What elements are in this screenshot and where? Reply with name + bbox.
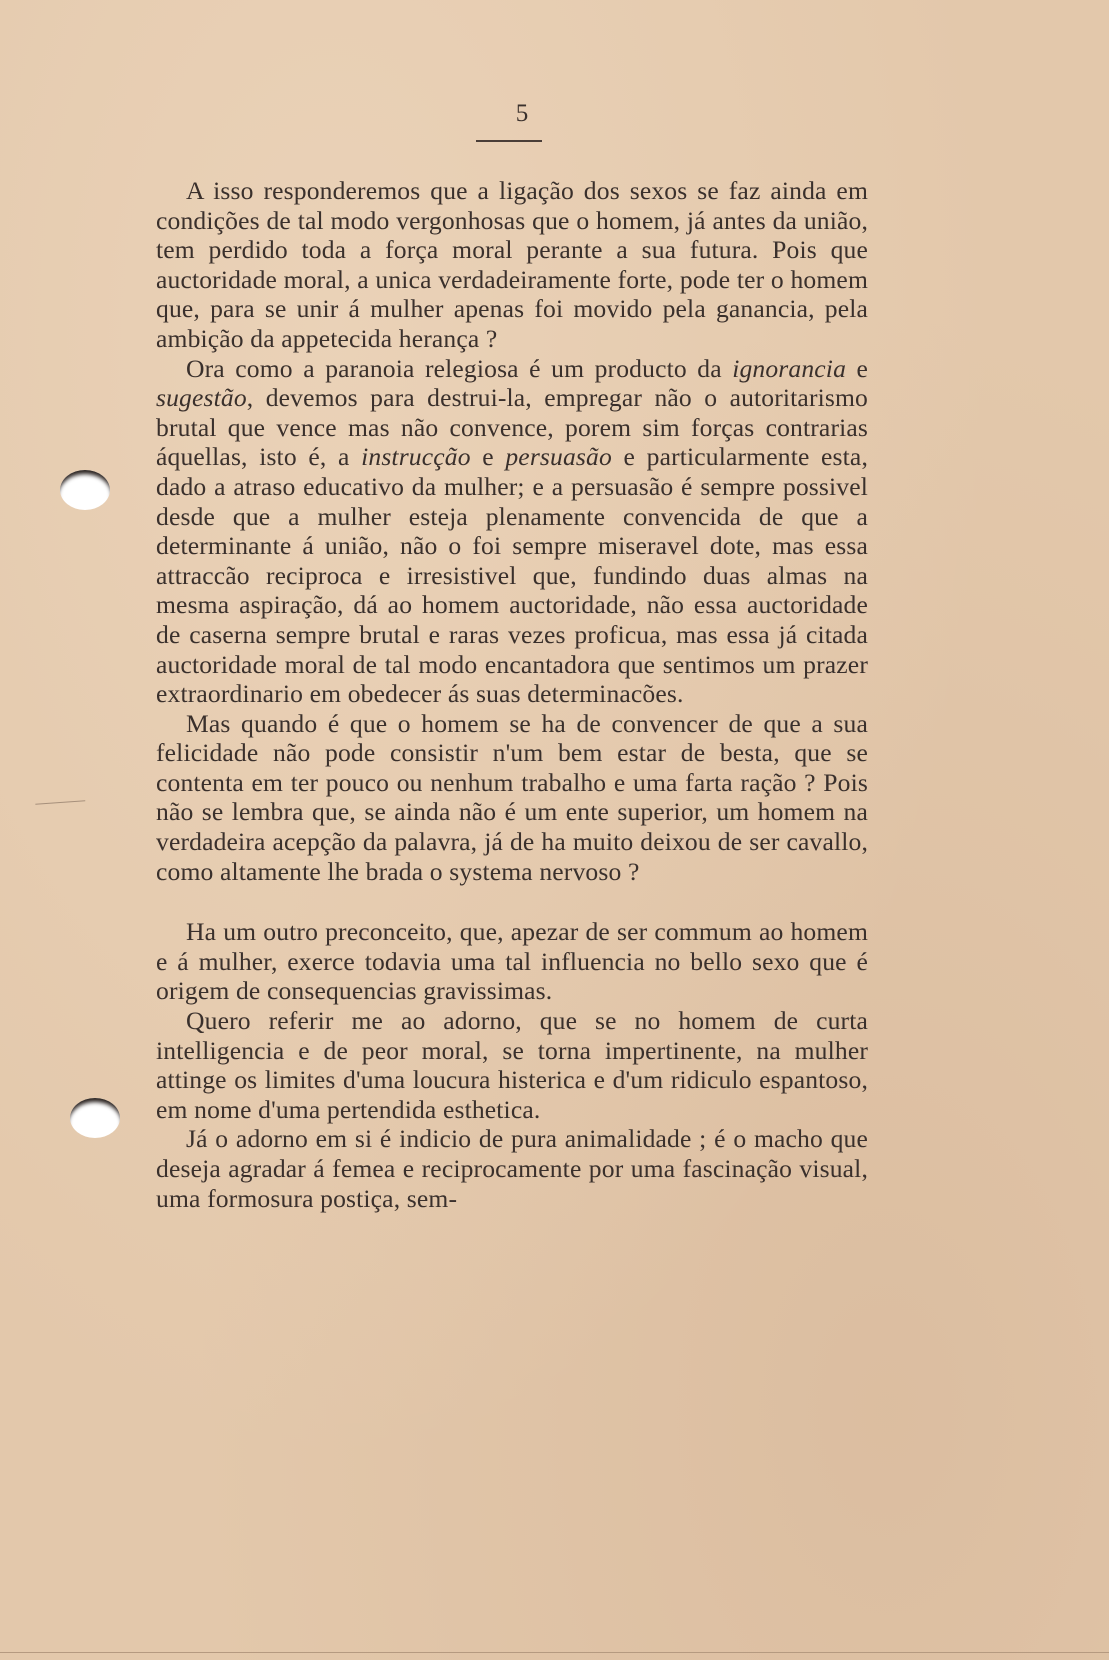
emphasized-word: persuasão bbox=[505, 442, 612, 472]
paragraph: Já o adorno em si é indicio de pura animalidade ; é o macho que deseja agradar á femea e reciprocamente por uma fascinação visual, uma formosura postiça, sem- bbox=[156, 1124, 868, 1213]
paragraph: A isso responderemos que a ligação dos sexos se faz ainda em condições de tal modo vergonhosas que o homem, já antes da união, tem perdido toda a força moral perante a sua futura. Pois que auctoridade moral, a unica verdadeiramente forte, pode ter o homem que, para se unir á mulher apenas foi movido pela ganancia, pela ambição da appetecida herança ? bbox=[156, 176, 868, 353]
paragraph: Ora como a paranoia relegiosa é um producto da ignorancia e sugestão, devemos para destrui-la, empregar não o autoritarismo brutal que vence mas não convence, porem sim forças contrarias áquellas, isto é, a instrucção e persuasão e particularmente esta, dado a atraso educativo da mulher; e a persuasão é sempre possivel desde que a mulher esteja plenamente convencida de que a determinante á união, não o foi sempre miseravel dote, mas essa attraccão reciproca e irresistivel que, fundindo duas almas na mesma aspiração, dá ao homem auctoridade, não essa auctoridade de caserna sempre brutal e raras vezes proficua, mas essa já citada auctoridade moral de tal modo encantadora que sentimos um prazer extraordinario em obedecer ás suas determinacões. bbox=[156, 353, 868, 709]
punch-hole-top bbox=[60, 470, 110, 510]
page-number: 5 bbox=[515, 100, 529, 127]
emphasized-word: ignorancia bbox=[732, 353, 847, 383]
section-gap bbox=[156, 886, 868, 917]
page-edge bbox=[0, 1652, 1109, 1653]
emphasized-word: sugestão bbox=[156, 383, 247, 413]
emphasized-word: instrucção bbox=[361, 442, 471, 472]
paragraph: Ha um outro preconceito, que, apezar de ser commum ao homem e á mulher, exerce todavia uma tal influencia no bello sexo que é origem de consequencias gravissimas. bbox=[156, 917, 868, 1006]
body-text bbox=[156, 176, 868, 1213]
punch-hole-bottom bbox=[70, 1098, 120, 1138]
paragraph: Mas quando é que o homem se ha de convencer de que a sua felicidade não pode consistir n'um bem estar de besta, que se contenta em ter pouco ou nenhum trabalho e uma farta ração ? Pois não se lembra que, se ainda não é um ente superior, um homem na verdadeira acepção da palavra, já de ha muito deixou de ser cavallo, como altamente lhe brada o systema nervoso ? bbox=[156, 708, 868, 886]
paragraph: Quero referir me ao adorno, que se no homem de curta intelligencia e de peor moral, se torna impertinente, na mulher attinge os limites d'uma loucura histerica e d'um ridiculo espantoso, em nome d'uma pertendida esthetica. bbox=[156, 1006, 868, 1124]
page-number-rule bbox=[476, 140, 542, 142]
paper-mark bbox=[35, 800, 86, 824]
